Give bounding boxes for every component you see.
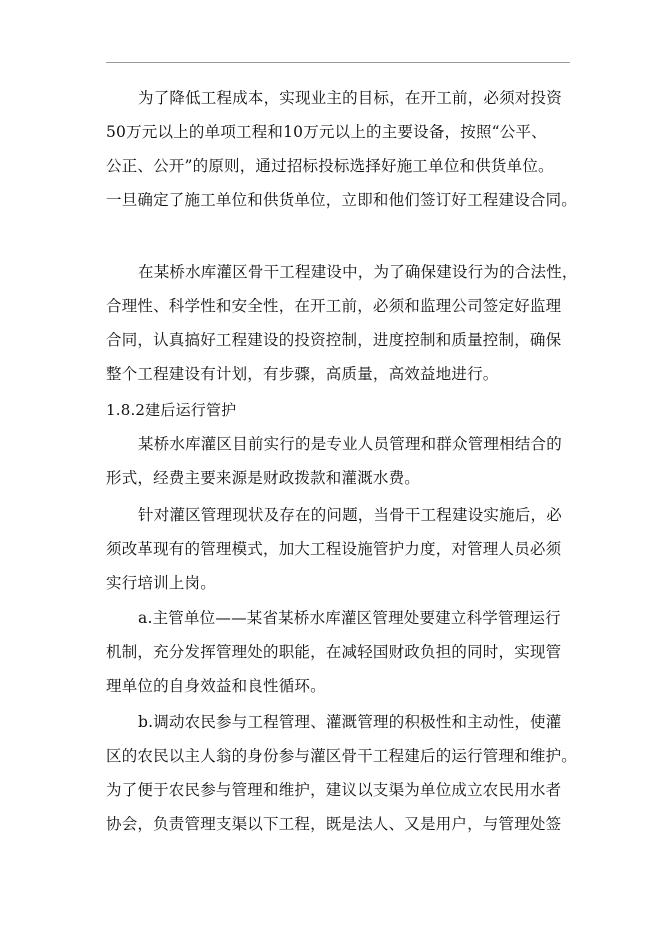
paragraph-line: 合理性、科学性和安全性，在开工前，必须和监理公司签定好监理 [106,297,562,315]
paragraph-line: b.调动农民参与工程管理、灌溉管理的积极性和主动性，使灌 [138,713,562,731]
paragraph-line: 为了降低工程成本，实现业主的目标，在开工前，必须对投资 [138,89,562,107]
paragraph-line: 一旦确定了施工单位和供货单位，立即和他们签订好工程建设合同。 [106,191,578,209]
paragraph-line: 在某桥水库灌区骨干工程建设中，为了确保建设行为的合法性， [138,263,578,281]
paragraph-line: 整个工程建设有计划，有步骤，高质量，高效益地进行。 [106,365,499,383]
paragraph-line: 某桥水库灌区目前实行的是专业人员管理和群众管理相结合的 [138,435,562,453]
header-rule [106,62,570,63]
paragraph-line: 机制，充分发挥管理处的职能，在减轻国财政负担的同时，实现管 [106,643,562,661]
paragraph-line: 区的农民以主人翁的身份参与灌区骨干工程建后的运行管理和维护。 [106,747,578,765]
paragraph-line: a.主管单位——某省某桥水库灌区管理处要建立科学管理运行 [138,609,561,627]
paragraph-line: 形式，经费主要来源是财政拨款和灌溉水费。 [106,469,421,487]
paragraph-line: 针对灌区管理现状及存在的问题，当骨干工程建设实施后，必 [138,506,562,524]
paragraph-line: 公正、公开”的原则，通过招标投标选择好施工单位和供货单位。 [106,157,554,175]
paragraph-line: 须改革现有的管理模式，加大工程设施管护力度，对管理人员必须 [106,540,562,558]
paragraph-line: 协会，负责管理支渠以下工程，既是法人、又是用户，与管理处签 [106,815,562,833]
paragraph-line: 为了便于农民参与管理和维护，建议以支渠为单位成立农民用水者 [106,781,562,799]
paragraph-line: 理单位的自身效益和良性循环。 [106,677,326,695]
paragraph-line: 合同，认真搞好工程建设的投资控制，进度控制和质量控制，确保 [106,331,562,349]
paragraph-line: 50万元以上的单项工程和10万元以上的主要设备，按照“公平、 [106,123,547,141]
paragraph-line: 实行培训上岗。 [106,574,216,592]
section-heading: 1.8.2建后运行管护 [106,401,237,419]
